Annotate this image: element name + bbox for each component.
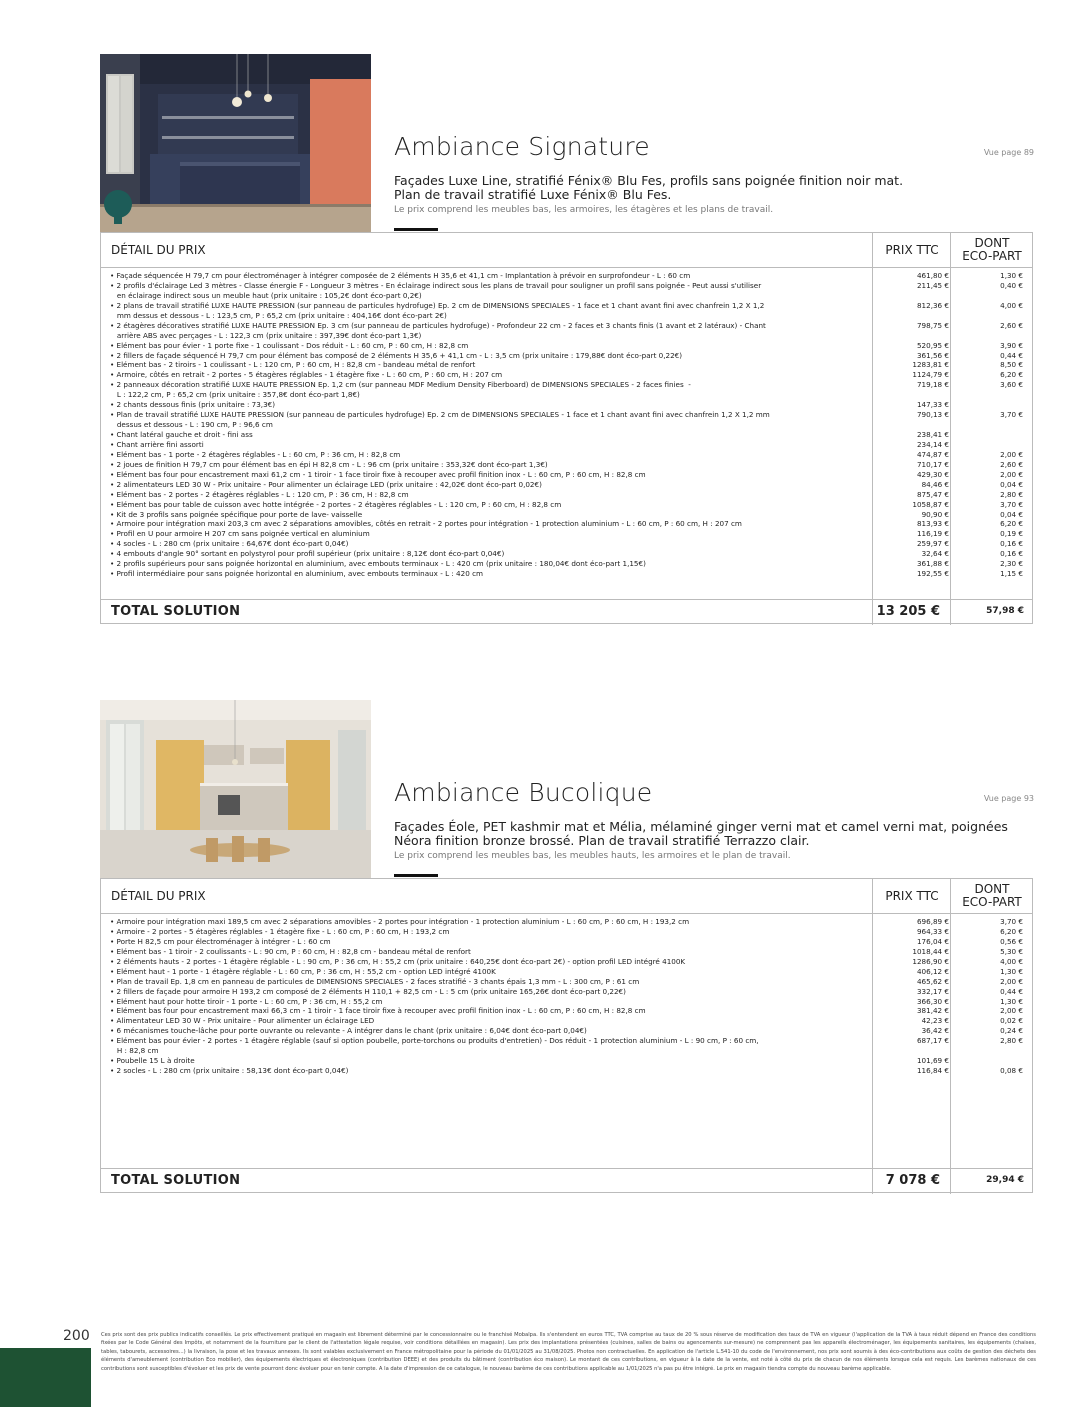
price-note: Le prix comprend les meubles bas, les meubles hauts, les armoires et le plan de travail. [394, 851, 791, 861]
header-detail: DÉTAIL DU PRIX [111, 243, 206, 257]
row-description: L : 122,2 cm, P : 65,2 cm (prix unitaire : 357,8€ dont éco-part 1,8€) [110, 390, 360, 400]
total-label: TOTAL SOLUTION [111, 604, 241, 619]
table-row [110, 997, 1030, 1007]
row-description: • Elément haut pour hotte tiroir - 1 porte - L : 60 cm, P : 36 cm, H : 55,2 cm [110, 996, 383, 1006]
row-eco-part: 2,80 € [1000, 1036, 1023, 1046]
row-eco-part: 2,00 € [1000, 976, 1023, 986]
row-price: 147,33 € [916, 400, 949, 410]
table-row [110, 987, 1030, 997]
table-row [110, 470, 1030, 480]
table-row [110, 360, 1030, 370]
row-price: 461,80 € [916, 271, 949, 280]
row-price: 361,56 € [916, 350, 949, 360]
row-eco-part: 0,16 € [1000, 539, 1023, 549]
table-row [110, 1056, 1030, 1066]
table-row [110, 1006, 1030, 1016]
header-detail: DÉTAIL DU PRIX [111, 889, 206, 903]
table-row [110, 947, 1030, 957]
row-price: 465,62 € [916, 976, 949, 986]
brand-color-block [0, 1348, 91, 1407]
row-description: • 2 plans de travail stratifié LUXE HAUTE PRESSION (sur panneau de particules hydrofuge) Ep. 2 cm de DIMENSIONS SPECIALES - 1 face et 1 chant avant fini avec chanfrein 1,2 X 1,2 [110, 300, 765, 310]
header-eco-line-1: DONT [974, 882, 1010, 896]
total-row [101, 599, 1032, 624]
row-eco-part: 2,60 € [1000, 320, 1023, 330]
table-row [110, 301, 1030, 311]
row-eco-part: 1,30 € [1000, 966, 1023, 976]
row-price: 813,93 € [916, 519, 949, 529]
table-row [110, 937, 1030, 947]
row-description: • Elément bas pour évier - 1 porte fixe - 1 coulissant - Dos réduit - L : 60 cm, P : 60 cm, H : 82,8 cm [110, 340, 469, 350]
row-description: • 2 panneaux décoration stratifié LUXE HAUTE PRESSION Ep. 1,2 cm (sur panneau MDF Medium Density Fiberboard) de DIMENSIONS SPECIALES - 2 faces finies - [110, 380, 691, 390]
table-row [110, 927, 1030, 937]
row-price: 474,87 € [916, 449, 949, 459]
row-eco-part: 0,04 € [1000, 509, 1023, 519]
row-price: 1058,87 € [912, 499, 949, 509]
table-row [110, 1026, 1030, 1036]
table-row [110, 430, 1030, 440]
header-divider [101, 267, 1032, 268]
row-eco-part: 2,00 € [1000, 469, 1023, 479]
table-row [110, 510, 1030, 520]
table-row [110, 977, 1030, 987]
table-row [110, 370, 1030, 380]
row-eco-part: 2,00 € [1000, 449, 1023, 459]
total-eco-part: 29,94 € [986, 1175, 1024, 1185]
row-eco-part: 6,20 € [1000, 519, 1023, 529]
header-divider [101, 913, 1032, 914]
row-eco-part: 3,90 € [1000, 340, 1023, 350]
row-description: • Porte H 82,5 cm pour électroménager à intégrer - L : 60 cm [110, 936, 331, 946]
section-subtitle [394, 820, 1034, 848]
row-eco-part: 4,00 € [1000, 956, 1023, 966]
row-description: • 2 joues de finition H 79,7 cm pour élément bas en épi H 82,8 cm - L : 96 cm (prix unitaire : 353,32€ dont éco-part 1,3€) [110, 459, 548, 469]
row-price: 361,88 € [916, 559, 949, 569]
section-bucolique [100, 700, 1034, 1195]
header-eco-part [953, 233, 1031, 267]
row-eco-part: 0,16 € [1000, 549, 1023, 559]
row-eco-part: 3,70 € [1000, 499, 1023, 509]
row-description: • Poubelle 15 L à droite [110, 1056, 195, 1066]
row-price: 1283,81 € [912, 360, 949, 370]
table-row [110, 480, 1030, 490]
row-eco-part: 4,00 € [1000, 300, 1023, 310]
row-eco-part: 0,24 € [1000, 1026, 1023, 1036]
row-description: • Elément bas pour évier - 2 portes - 1 étagère réglable (sauf si option poubelle, porte-torchons ou produits d'entretien) - Dos réduit - 1 protection aluminium - L : 90 cm, P : 60 cm, [110, 1036, 759, 1046]
table-row [110, 549, 1030, 559]
row-description: dessus et dessous - L : 190 cm, P : 96,6 cm [110, 420, 273, 430]
table-row [110, 559, 1030, 569]
legal-notice: Ces prix sont des prix publics indicatifs conseillés. Le prix effectivement pratiqué en magasin est librement déterminé par le concessionnaire ou le franchisé Mobalpa. Ils s'entendent en euros TTC, TVA comprise au taux de 20 % sous réserve de modification des taux de TVA en vigueur (l'application de la TVA à taux réduit dépend en France des conditions fixées par le Code Général des Impôts, et notamment de la fourniture par le client de l'attestation légale requise, voir conditions détaillées en magasin). Les prix des implantations présentées (cuisines, salles de bains ou agencements sur-mesure) ne comprennent pas les appareils électroménager, les équipements sanitaires, les équipements (chaises, tables, tabourets, accessoires...) la livraison, la pose et les travaux annexes. Ils sont valables exclusivement en France métropolitaine pour la période du 01/01/2025 au 31/08/2025. Photos non contractuelles. En application de l'article L.541-10 du code de l'environnement, nos prix sont soumis à des éco-contributions aux coûts de gestion des déchets des éléments d'ameublement (contribution Eco mobilier), des équipements électriques et électroniques (contribution DEEE) et des produits du bâtiment (contribution éco maison). Le montant de ces contributions, en vigueur à la date de la vente, est noté à côté du prix de chacun de nos éléments lorsque cela est requis. Les barèmes nationaux de ces contributions sont susceptibles d'évoluer et les prix de vente pourront donc évoluer pour en tenir compte. A la date d'impression de ce catalogue, le nouveau barème de ces contributions applicable au 1/01/2025 n'a pas pu être intégré. Le prix en magasin tiendra compte du nouveau barème applicable. [101, 1332, 1036, 1372]
section-title: Ambiance Bucolique [394, 778, 653, 807]
table-row [110, 351, 1030, 361]
price-rows [110, 917, 1030, 1076]
row-eco-part: 0,19 € [1000, 529, 1023, 539]
row-eco-part: 2,30 € [1000, 559, 1023, 569]
row-price: 687,17 € [916, 1036, 949, 1046]
title-underline [394, 874, 438, 877]
row-price: 964,33 € [916, 926, 949, 936]
row-eco-part: 3,70 € [1000, 410, 1023, 420]
row-eco-part: 0,08 € [1000, 1066, 1023, 1076]
row-description: • Plan de travail Ep. 1,8 cm en panneau de particules de DIMENSIONS SPECIALES - 2 faces stratifié - 3 chants épais 1,3 mm - L : 300 cm, P : 61 cm [110, 976, 640, 986]
table-row [110, 1036, 1030, 1046]
row-eco-part: 6,20 € [1000, 370, 1023, 380]
row-description: • 2 profils supérieurs pour sans poignée horizontal en aluminium, avec embouts terminaux - L : 420 cm (prix unitaire : 180,04€ dont éco-part 1,15€) [110, 559, 646, 569]
row-description: • Façade séquencée H 79,7 cm pour électroménager à intégrer composée de 2 éléments H 35,6 et 41,1 cm - Implantation à prévoir en surprofondeur - L : 60 cm [110, 271, 691, 280]
row-description: H : 82,8 cm [110, 1046, 159, 1056]
row-eco-part: 0,02 € [1000, 1016, 1023, 1026]
row-description: arrière ABS avec perçages - L : 122,3 cm (prix unitaire : 397,39€ dont éco-part 1,3€) [110, 330, 422, 340]
row-price: 259,97 € [916, 539, 949, 549]
row-price: 116,19 € [916, 529, 949, 539]
row-description: • Kit de 3 profils sans poignée spécifique pour porte de lave- vaisselle [110, 509, 363, 519]
table-row [110, 917, 1030, 927]
row-price: 42,23 € [921, 1016, 949, 1026]
row-price: 192,55 € [916, 569, 949, 579]
table-row [110, 529, 1030, 539]
kitchen-photo-signature [100, 54, 371, 232]
table-row [110, 420, 1030, 430]
row-price: 406,12 € [916, 966, 949, 976]
row-price: 176,04 € [916, 936, 949, 946]
row-price: 90,90 € [921, 509, 949, 519]
row-eco-part: 1,15 € [1000, 569, 1023, 579]
row-description: • 2 éléments hauts - 2 portes - 1 étagère réglable - L : 90 cm, P : 36 cm, H : 55,2 cm (prix unitaire : 640,25€ dont éco-part 2€) - option profil LED intégré 4100K [110, 956, 686, 966]
section-signature [100, 54, 1034, 626]
row-price: 116,84 € [916, 1066, 949, 1076]
table-row [110, 519, 1030, 529]
subtitle-line-1: Façades Luxe Line, stratifié Fénix® Blu Fes, profils sans poignée finition noir mat. [394, 173, 904, 188]
row-description: • Elément bas - 1 tiroir - 2 coulissants - L : 90 cm, P : 60 cm, H : 82,8 cm - bandeau métal de renfort [110, 946, 471, 956]
row-price: 429,30 € [916, 469, 949, 479]
row-eco-part: 2,80 € [1000, 489, 1023, 499]
row-eco-part: 5,30 € [1000, 946, 1023, 956]
table-row [110, 450, 1030, 460]
row-price: 812,36 € [916, 300, 949, 310]
row-eco-part: 2,60 € [1000, 459, 1023, 469]
row-price: 211,45 € [916, 280, 949, 290]
row-price: 719,18 € [916, 380, 949, 390]
row-description: • Elément bas pour table de cuisson avec hotte intégrée - 2 portes - 2 étagères réglables - L : 120 cm, P : 60 cm, H : 82,8 cm [110, 499, 562, 509]
table-row [110, 539, 1030, 549]
row-description: • Elément bas - 1 porte - 2 étagères réglables - L : 60 cm, P : 36 cm, H : 82,8 cm [110, 449, 401, 459]
page-number: 200 [63, 1328, 90, 1344]
row-price: 696,89 € [916, 917, 949, 926]
table-row [110, 390, 1030, 400]
row-description: • Armoire pour intégration maxi 203,3 cm avec 2 séparations amovibles, côtés en retrait - 2 portes pour intégration - 1 protection aluminium - L : 60 cm, P : 60 cm, H : 207 cm [110, 519, 742, 529]
row-price: 238,41 € [916, 430, 949, 439]
row-description: • Armoire - 2 portes - 5 étagères réglables - 1 étagère fixe - L : 60 cm, P : 60 cm, H : 193,2 cm [110, 926, 450, 936]
table-row [110, 380, 1030, 390]
row-description: • Elément haut - 1 porte - 1 étagère réglable - L : 60 cm, P : 36 cm, H : 55,2 cm - option LED intégré 4100K [110, 966, 496, 976]
row-price: 332,17 € [916, 986, 949, 996]
vue-page-ref: Vue page 89 [983, 148, 1034, 157]
row-price: 234,14 € [916, 439, 949, 449]
row-price: 101,69 € [916, 1056, 949, 1066]
row-description: mm dessus et dessous - L : 123,5 cm, P : 65,2 cm (prix unitaire : 404,16€ dont éco-part 2€) [110, 310, 447, 320]
total-label: TOTAL SOLUTION [111, 1173, 241, 1188]
table-row [110, 1046, 1030, 1056]
section-title: Ambiance Signature [394, 132, 650, 161]
row-description: • 2 chants dessous finis (prix unitaire : 73,3€) [110, 400, 276, 410]
row-description: • 2 socles - L : 280 cm (prix unitaire : 58,13€ dont éco-part 0,04€) [110, 1066, 349, 1076]
row-price: 366,30 € [916, 996, 949, 1006]
table-row [110, 957, 1030, 967]
section-subtitle [394, 174, 1034, 202]
vue-page-ref: Vue page 93 [983, 794, 1034, 803]
header-eco-line-2: ECO-PART [962, 895, 1022, 909]
row-eco-part: 1,30 € [1000, 996, 1023, 1006]
table-row [110, 460, 1030, 470]
row-eco-part: 0,44 € [1000, 350, 1023, 360]
total-price: 13 205 € [876, 604, 940, 619]
table-row [110, 500, 1030, 510]
price-table [100, 232, 1033, 624]
row-description: en éclairage indirect sous un meuble haut (prix unitaire : 105,2€ dont éco-part 0,2€) [110, 290, 422, 300]
table-row [110, 490, 1030, 500]
row-description: • 2 étagères décoratives stratifié LUXE HAUTE PRESSION Ep. 3 cm (sur panneau de particules hydrofuge) - Profondeur 22 cm - 2 faces et 3 chants finis (1 avant et 2 latéraux) - Chant [110, 320, 766, 330]
row-price: 798,75 € [916, 320, 949, 330]
row-description: • Alimentateur LED 30 W - Prix unitaire - Pour alimenter un éclairage LED [110, 1016, 375, 1026]
row-description: • 6 mécanismes touche-lâche pour porte ouvrante ou relevante - A intégrer dans le chant (prix unitaire : 6,04€ dont éco-part 0,04€) [110, 1026, 587, 1036]
row-price: 710,17 € [916, 459, 949, 469]
row-description: • Armoire pour intégration maxi 189,5 cm avec 2 séparations amovibles - 2 portes pour intégration - 1 protection aluminium - L : 60 cm, P : 60 cm, H : 193,2 cm [110, 917, 690, 926]
row-description: • 4 embouts d'angle 90° sortant en polystyrol pour profil supérieur (prix unitaire : 8,12€ dont éco-part 0,04€) [110, 549, 505, 559]
table-row [110, 410, 1030, 420]
row-description: • 2 profils d'éclairage Led 3 mètres - Classe énergie F - Longueur 3 mètres - En éclairage indirect sous les plans de travail pour souligner un profil sans poignée - Peut aussi s'utiliser [110, 280, 762, 290]
row-price: 84,46 € [921, 479, 949, 489]
row-eco-part: 2,00 € [1000, 1006, 1023, 1016]
row-description: • 2 alimentateurs LED 30 W - Prix unitaire - Pour alimenter un éclairage LED (prix unitaire : 42,02€ dont éco-part 0,02€) [110, 479, 542, 489]
table-row [110, 321, 1030, 331]
table-row [110, 967, 1030, 977]
table-row [110, 400, 1030, 410]
row-description: • 2 fillers de façade séquencé H 79,7 cm pour élément bas composé de 2 éléments H 35,6 + 41,1 cm - L : 3,5 cm (prix unitaire : 179,88€ dont éco-part 0,22€) [110, 350, 683, 360]
price-note: Le prix comprend les meubles bas, les armoires, les étagères et les plans de travail. [394, 205, 774, 215]
row-eco-part: 0,04 € [1000, 479, 1023, 489]
row-eco-part: 0,56 € [1000, 936, 1023, 946]
table-row [110, 569, 1030, 579]
table-row [110, 291, 1030, 301]
row-description: • Elément bas - 2 portes - 2 étagères réglables - L : 120 cm, P : 36 cm, H : 82,8 cm [110, 489, 409, 499]
price-rows [110, 271, 1030, 579]
subtitle-line-2: Plan de travail stratifié Luxe Fénix® Blu Fes. [394, 187, 672, 202]
row-description: • Chant latéral gauche et droit - fini ass [110, 430, 253, 439]
row-price: 875,47 € [916, 489, 949, 499]
row-description: • Elément bas - 2 tiroirs - 1 coulissant - L : 120 cm, P : 60 cm, H : 82,8 cm - bandeau métal de renfort [110, 360, 476, 370]
row-price: 36,42 € [921, 1026, 949, 1036]
header-prix-ttc: PRIX TTC [885, 243, 939, 257]
row-price: 1124,79 € [912, 370, 949, 380]
header-eco-line-2: ECO-PART [962, 249, 1022, 263]
subtitle-line-1: Façades Éole, PET kashmir mat et Mélia, mélaminé ginger verni mat et camel verni mat, poignées [394, 819, 1008, 834]
table-row [110, 1016, 1030, 1026]
row-description: • Profil intermédiaire pour sans poignée horizontal en aluminium, avec embouts terminaux - L : 420 cm [110, 569, 484, 579]
row-price: 381,42 € [916, 1006, 949, 1016]
row-description: • 4 socles - L : 280 cm (prix unitaire : 64,67€ dont éco-part 0,04€) [110, 539, 349, 549]
table-row [110, 1066, 1030, 1076]
table-row [110, 440, 1030, 450]
row-description: • Profil en U pour armoire H 207 cm sans poignée vertical en aluminium [110, 529, 370, 539]
row-description: • Plan de travail stratifié LUXE HAUTE PRESSION (sur panneau de particules hydrofuge) Ep. 2 cm de DIMENSIONS SPECIALES - 1 face et 1 chant avant fini avec chanfrein 1,2 X 1,2 mm [110, 410, 770, 420]
table-row [110, 331, 1030, 341]
table-row [110, 341, 1030, 351]
subtitle-line-2: Néora finition bronze brossé. Plan de travail stratifié Terrazzo clair. [394, 833, 810, 848]
row-description: • Elément bas four pour encastrement maxi 66,3 cm - 1 tiroir - 1 face tiroir fixe à recouper avec profil finition inox - L : 60 cm, P : 60 cm, H : 82,8 cm [110, 1006, 646, 1016]
total-price: 7 078 € [885, 1173, 940, 1188]
row-description: • Elément bas four pour encastrement maxi 61,2 cm - 1 tiroir - 1 face tiroir fixe à recouper avec profil finition inox - L : 60 cm, P : 60 cm, H : 82,8 cm [110, 469, 646, 479]
row-price: 1286,90 € [912, 956, 949, 966]
total-eco-part: 57,98 € [986, 606, 1024, 616]
row-price: 520,95 € [916, 340, 949, 350]
header-prix-ttc: PRIX TTC [885, 889, 939, 903]
row-price: 1018,44 € [912, 946, 949, 956]
kitchen-photo-bucolique [100, 700, 371, 878]
row-eco-part: 0,40 € [1000, 280, 1023, 290]
total-row [101, 1168, 1032, 1193]
title-underline [394, 228, 438, 231]
row-description: • Chant arrière fini assorti [110, 439, 204, 449]
row-description: • 2 fillers de façade pour armoire H 193,2 cm composé de 2 éléments H 110,1 + 82,5 cm - L : 5 cm (prix unitaire 165,26€ dont éco-part 0,22€) [110, 986, 626, 996]
table-row [110, 271, 1030, 281]
price-table [100, 878, 1033, 1193]
header-eco-line-1: DONT [974, 236, 1010, 250]
row-eco-part: 6,20 € [1000, 926, 1023, 936]
table-row [110, 311, 1030, 321]
row-eco-part: 3,60 € [1000, 380, 1023, 390]
table-row [110, 281, 1030, 291]
row-price: 32,64 € [921, 549, 949, 559]
row-eco-part: 8,50 € [1000, 360, 1023, 370]
row-eco-part: 3,70 € [1000, 917, 1023, 926]
header-eco-part [953, 879, 1031, 913]
row-eco-part: 0,44 € [1000, 986, 1023, 996]
row-price: 790,13 € [916, 410, 949, 420]
row-eco-part: 1,30 € [1000, 271, 1023, 280]
row-description: • Armoire, côtés en retrait - 2 portes - 5 étagères réglables - 1 étagère fixe - L : 60 cm, P : 60 cm, H : 207 cm [110, 370, 503, 380]
